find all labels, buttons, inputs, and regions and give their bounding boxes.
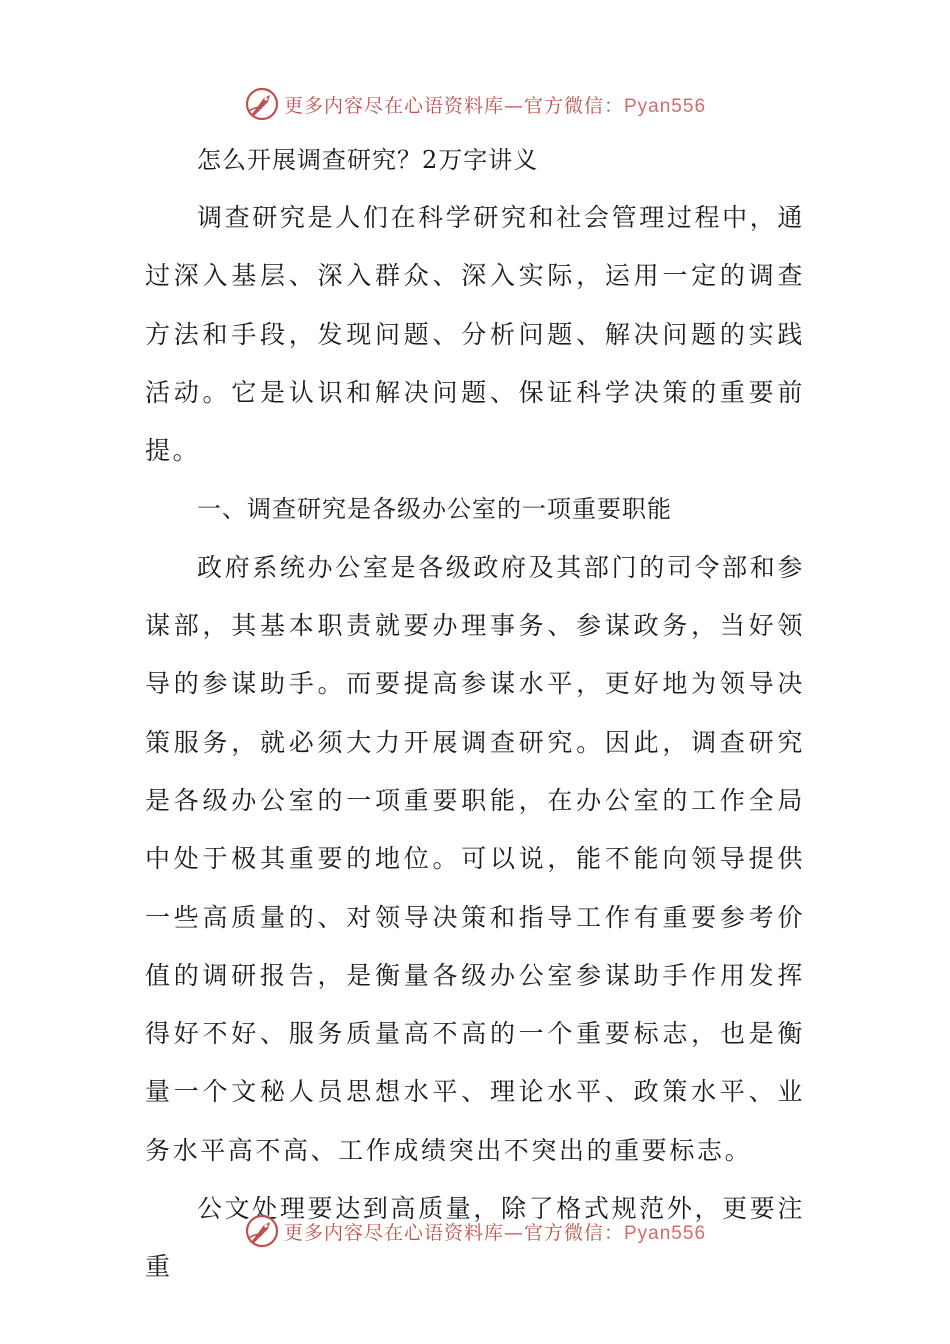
banner-wechat-id: Pyan556 bbox=[624, 95, 707, 117]
section-heading-1: 一、调查研究是各级办公室的一项重要职能 bbox=[197, 495, 672, 524]
pen-nib-logo-icon bbox=[244, 86, 280, 122]
banner-label: 更多内容尽在心语资料库—官方微信： bbox=[283, 94, 624, 117]
footer-banner bbox=[0, 1209, 950, 1253]
document-body bbox=[145, 131, 805, 1297]
paragraph-intro: 调查研究是人们在科学研究和社会管理过程中，通过深入基层、深入群众、深入实际，运用一定的调查方法和手段，发现问题、分析问题、解决问题的实践活动。它是认识和解决问题、保证科学决策的重要前提。 bbox=[145, 203, 805, 466]
paragraph-office-role: 政府系统办公室是各级政府及其部门的司令部和参谋部，其基本职责就要办理事务、参谋政务，当好领导的参谋助手。而要提高参谋水平，更好地为领导决策服务，就必须大力开展调查研究。因此，调查研究是各级办公室的一项重要职能，在办公室的工作全局中处于极其重要的地位。可以说，能不能向领导提供一些高质量的、对领导决策和指导工作有重要参考价值的调研报告，是衡量各级办公室参谋助手作用发挥得好不好、服务质量高不高的一个重要标志，也是衡量一个文秘人员思想水平、理论水平、政策水平、业务水平高不高、工作成绩突出不突出的重要标志。 bbox=[145, 552, 805, 1165]
header-banner bbox=[0, 82, 950, 126]
banner-wechat-id: Pyan556 bbox=[624, 1222, 707, 1244]
banner-text bbox=[284, 91, 706, 118]
pen-nib-logo-icon bbox=[244, 1213, 280, 1249]
banner-text bbox=[284, 1218, 706, 1245]
banner-label: 更多内容尽在心语资料库—官方微信： bbox=[283, 1221, 624, 1244]
document-title: 怎么开展调查研究？2万字讲义 bbox=[197, 146, 539, 174]
paragraph-document-quality: 公文处理要达到高质量，除了格式规范外，更要注重 bbox=[145, 1194, 805, 1282]
